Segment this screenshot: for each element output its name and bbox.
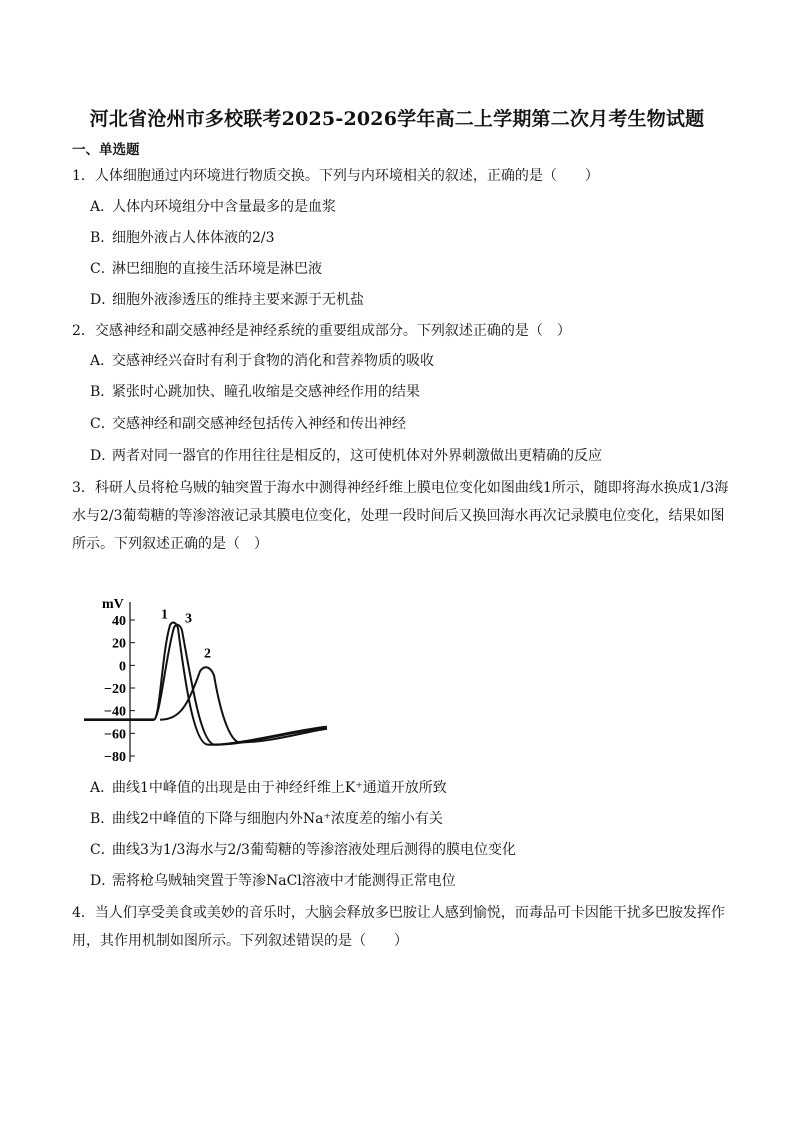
question-3-option-a[interactable] [90, 778, 447, 798]
question-3-option-c[interactable] [90, 840, 516, 860]
question-3-stem: 3．科研人员将枪乌贼的轴突置于海水中测得神经纤维上膜电位变化如图曲线1所示，随即将海水换成1/3海水与2/3葡萄糖的等渗溶液记录其膜电位变化，处理一段时间后又换回海水再次记录膜电位变化，结果如图所示。下列叙述正确的是（ ） [72, 480, 729, 552]
option-text: 交感神经和副交感神经包括传入神经和传出神经 [112, 416, 406, 432]
option-text: 交感神经兴奋时有利于食物的消化和营养物质的吸收 [112, 353, 434, 369]
option-text: 细胞外液占人体体液的2/3 [112, 230, 275, 246]
question-3-option-d[interactable] [90, 871, 456, 891]
option-letter: A． [90, 199, 115, 215]
option-text: 人体内环境组分中含量最多的是血浆 [112, 199, 336, 215]
option-letter: C． [90, 842, 115, 858]
y-tick-label: 0 [119, 659, 126, 675]
curve-1 [154, 623, 327, 745]
option-text: 曲线1中峰值的出现是由于神经纤维上K⁺通道开放所致 [112, 780, 447, 796]
question-4-stem: 4．当人们享受美食或美妙的音乐时，大脑会释放多巴胺让人感到愉悦，而毒品可卡因能干扰多巴胺发挥作用，其作用机制如图所示。下列叙述错误的是（ ） [72, 905, 725, 949]
question-1-stem: 1．人体细胞通过内环境进行物质交换。下列与内环境相关的叙述，正确的是（ ） [72, 168, 599, 184]
curve-label-2: 2 [204, 646, 211, 662]
question-3-option-b[interactable] [90, 809, 443, 829]
y-tick-label: −40 [104, 704, 126, 720]
question-1-option-d[interactable] [90, 290, 364, 310]
question-2-option-c[interactable] [90, 414, 406, 434]
option-letter: B． [90, 230, 115, 246]
option-letter: D． [90, 448, 116, 464]
option-letter: B． [90, 811, 115, 827]
option-letter: D． [90, 292, 116, 308]
question-2-option-a[interactable] [90, 351, 434, 371]
y-tick-label: 40 [112, 614, 126, 629]
question-1-option-c[interactable] [90, 259, 322, 279]
question-2-option-d[interactable] [90, 446, 602, 466]
y-tick-label: −60 [104, 727, 126, 743]
y-tick-label: −20 [104, 682, 126, 697]
option-letter: A． [90, 353, 115, 369]
option-text: 两者对同一器官的作用往往是相反的，这可使机体对外界刺激做出更精确的反应 [112, 448, 602, 464]
y-tick-label: −80 [104, 750, 126, 765]
y-axis-label: mV [102, 597, 124, 612]
option-text: 曲线3为1/3海水与2/3葡萄糖的等渗溶液处理后测得的膜电位变化 [112, 842, 516, 858]
option-text: 细胞外液渗透压的维持主要来源于无机盐 [112, 292, 364, 308]
y-tick-label: 20 [112, 636, 126, 652]
option-letter: D． [90, 873, 116, 889]
membrane-potential-chart [80, 590, 340, 770]
option-text: 紧张时心跳加快、瞳孔收缩是交感神经作用的结果 [112, 384, 420, 400]
question-2-option-b[interactable] [90, 382, 420, 402]
option-letter: A． [90, 780, 115, 796]
option-letter: C． [90, 261, 115, 277]
curve-label-1: 1 [161, 607, 168, 623]
exam-title: 河北省沧州市多校联考2025-2026学年高二上学期第二次月考生物试题 [89, 108, 705, 130]
question-1-option-a[interactable] [90, 197, 336, 217]
curve-label-3: 3 [185, 611, 192, 627]
section-heading: 一、单选题 [72, 142, 140, 158]
option-text: 需将枪乌贼轴突置于等渗NaCl溶液中才能测得正常电位 [112, 873, 456, 889]
option-letter: C． [90, 416, 115, 432]
option-text: 淋巴细胞的直接生活环境是淋巴液 [112, 261, 322, 277]
option-letter: B． [90, 384, 115, 400]
option-text: 曲线2中峰值的下降与细胞内外Na⁺浓度差的缩小有关 [112, 811, 443, 827]
question-1-option-b[interactable] [90, 228, 275, 248]
question-2-stem: 2．交感神经和副交感神经是神经系统的重要组成部分。下列叙述正确的是（ ） [72, 323, 571, 339]
